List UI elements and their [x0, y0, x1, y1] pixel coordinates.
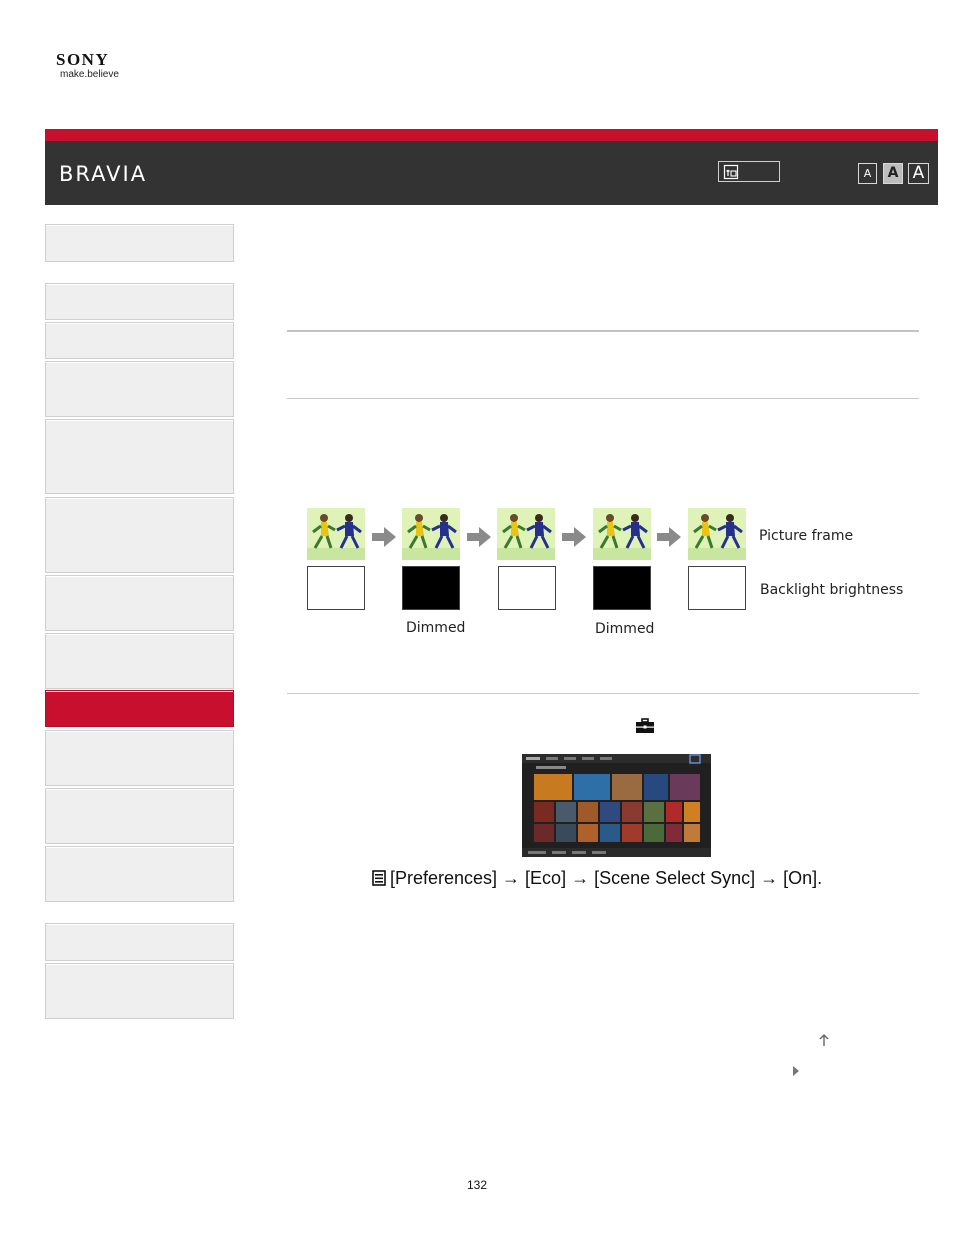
print-button[interactable] [718, 161, 780, 182]
toolbox-icon [635, 718, 655, 734]
backlight-normal-box [498, 566, 556, 610]
sidebar-item-3[interactable] [45, 322, 234, 359]
print-icon [723, 164, 739, 180]
sidebar-item-2[interactable] [45, 283, 234, 320]
menu-path-text: [Preferences] → [Eco] → [Scene Select Sync] → [On]. [390, 868, 823, 888]
picture-frame-image [593, 508, 651, 560]
sidebar-item-12[interactable] [45, 846, 234, 902]
dimmed-label: Dimmed [406, 620, 466, 636]
page-number: 132 [466, 1178, 488, 1192]
sidebar-item-10[interactable] [45, 730, 234, 786]
sidebar-item-7[interactable] [45, 575, 234, 631]
backlight-dimmed-box [402, 566, 460, 610]
backlight-brightness-label: Backlight brightness [760, 582, 904, 598]
arrow-right-icon [372, 526, 396, 548]
arrow-right-icon [562, 526, 586, 548]
picture-frame-image [497, 508, 555, 560]
font-size-small-button[interactable]: A [858, 163, 877, 184]
sony-tagline: make.believe [60, 69, 119, 80]
sidebar-item-5[interactable] [45, 419, 234, 494]
header-bar [45, 141, 938, 205]
up-arrow-icon[interactable] [818, 1033, 830, 1047]
section-divider [287, 398, 919, 399]
sidebar-item-4[interactable] [45, 361, 234, 417]
sidebar-item-1[interactable] [45, 224, 234, 262]
picture-frame-image [688, 508, 746, 560]
font-size-medium-button[interactable]: A [883, 163, 903, 184]
picture-frame-image [402, 508, 460, 560]
section-divider [287, 330, 919, 332]
preferences-icon [372, 870, 386, 886]
sony-logo [56, 52, 136, 80]
backlight-normal-box [688, 566, 746, 610]
picture-frame-image [307, 508, 365, 560]
header-accent-bar [45, 129, 938, 141]
tv-home-screen-image [522, 754, 711, 857]
sony-wordmark: SONY [56, 50, 110, 69]
arrow-right-icon [467, 526, 491, 548]
backlight-normal-box [307, 566, 365, 610]
picture-frame-label: Picture frame [759, 528, 854, 544]
next-arrow-icon[interactable] [792, 1066, 800, 1076]
sidebar-item-13[interactable] [45, 923, 234, 961]
sidebar-item-11[interactable] [45, 788, 234, 844]
font-size-large-button[interactable]: A [908, 163, 929, 184]
bravia-logo: BRAVIA [59, 162, 148, 186]
sidebar-item-active[interactable] [45, 690, 234, 727]
arrow-right-icon [657, 526, 681, 548]
sidebar-item-8[interactable] [45, 633, 234, 689]
dimmed-label: Dimmed [595, 621, 655, 637]
sidebar-item-14[interactable] [45, 963, 234, 1019]
menu-path-instruction [372, 868, 822, 889]
sidebar-item-6[interactable] [45, 497, 234, 573]
section-divider [287, 693, 919, 694]
backlight-dimmed-box [593, 566, 651, 610]
